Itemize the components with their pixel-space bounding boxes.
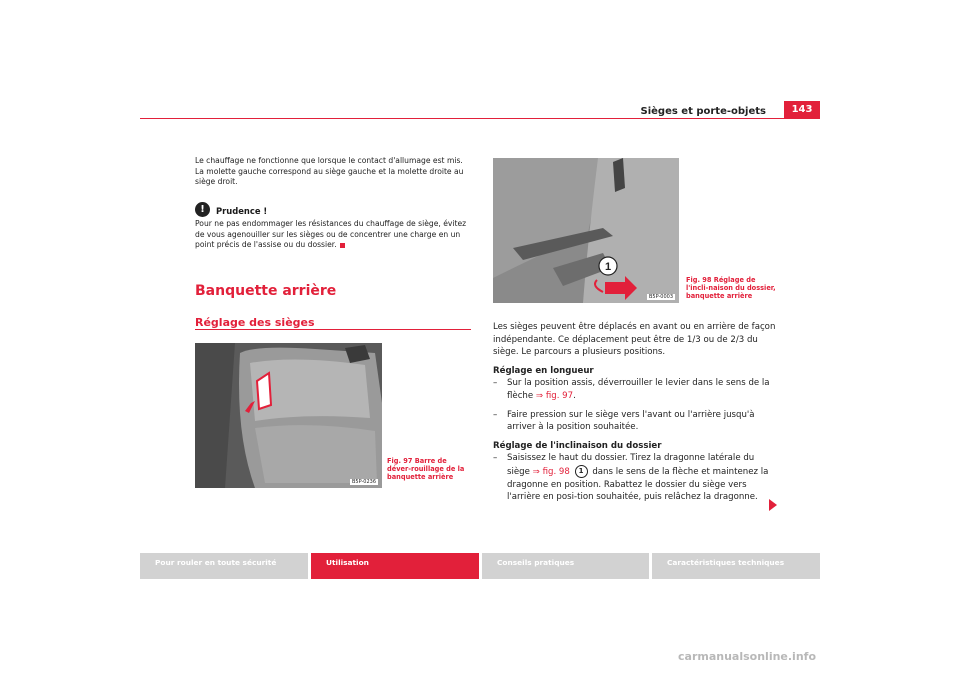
running-header-title: Sièges et porte-objets (640, 106, 766, 117)
nav-tab-utilisation[interactable]: Utilisation (311, 553, 479, 579)
list-dash: – (493, 453, 498, 464)
figure-98-caption: Fig. 98 Réglage de l'incli-naison du dossier, banquette arrière (686, 276, 776, 301)
heading-length-adjust: Réglage en longueur (493, 365, 594, 376)
footer-chapter-nav (140, 553, 820, 579)
header-rule (140, 118, 820, 119)
list-item (493, 452, 778, 503)
figure-97-code: B5P-0236 (351, 479, 376, 485)
item1-end: . (573, 390, 576, 401)
figure-97-caption: Fig. 97 Barre de déver-rouillage de la banquette arrière (387, 457, 465, 482)
warning-title: Prudence ! (216, 206, 268, 216)
fig-98-link[interactable]: ⇒ fig. 98 (532, 466, 570, 477)
list-dash: – (493, 409, 498, 420)
subsection-title: Réglage des sièges (195, 316, 315, 329)
column-2-body (493, 321, 778, 504)
item2-text: Faire pression sur le siège vers l'avant ou l'arrière jusqu'à arriver à la position souhaitée. (507, 409, 755, 433)
heading-recline-adjust: Réglage de l'inclinaison du dossier (493, 440, 662, 451)
nav-tab-technical[interactable]: Caractéristiques techniques (652, 553, 820, 579)
item3-text-end: dans le sens de la flèche et maintenez la dragonne en position. Rabattez le dossier du siège vers l'arrière en posi-tion souhaitée, puis relâchez la dragonne. (507, 466, 769, 503)
figure-98-code: B5P-0003 (648, 294, 673, 300)
rear-seat-illustration (195, 343, 382, 488)
figure-97-image (195, 343, 382, 488)
section-title: Banquette arrière (195, 283, 337, 299)
fig-97-link[interactable]: ⇒ fig. 97 (535, 390, 574, 401)
end-of-section-icon (340, 243, 345, 248)
list-item (493, 377, 778, 402)
nav-tab-safety[interactable]: Pour rouler en toute sécurité (140, 553, 308, 579)
intro-paragraph: Le chauffage ne fonctionne que lorsque le contact d'allumage est mis. La molette gauche correspond au siège gauche et la molette droite au siège droit. (195, 156, 464, 187)
subsection-rule (195, 329, 471, 330)
warning-icon: ! (195, 202, 210, 217)
nav-tab-tips[interactable]: Conseils pratiques (482, 553, 649, 579)
next-page-arrow-icon[interactable] (769, 499, 777, 511)
warning-text: Pour ne pas endommager les résistances du chauffage de siège, évitez de vous agenouiller sur les sièges ou de concentrer une charge en un point précis de l'assise ou du dossier. (195, 219, 467, 250)
item1-text: Sur la position assis, déverrouiller le levier dans le sens de la flèche (507, 378, 770, 401)
seat-recline-illustration (493, 158, 679, 303)
item3-text: Saisissez le haut du dossier. Tirez la dragonne latérale du siège (507, 453, 755, 477)
figure-98-image (493, 158, 679, 303)
callout-1-icon: 1 (575, 465, 588, 478)
page-number: 143 (784, 101, 820, 118)
figure-98-callout: 1 (604, 261, 612, 273)
list-item (493, 409, 778, 434)
watermark: carmanualsonline.info (678, 650, 816, 663)
list-dash: – (493, 378, 498, 389)
warning-body (195, 219, 473, 251)
col2-intro: Les sièges peuvent être déplacés en avant ou en arrière de façon indépendante. Ce déplacement peut être de 1/3 ou de 2/3 du siège. Le parcours a plusieurs positions. (493, 322, 776, 358)
